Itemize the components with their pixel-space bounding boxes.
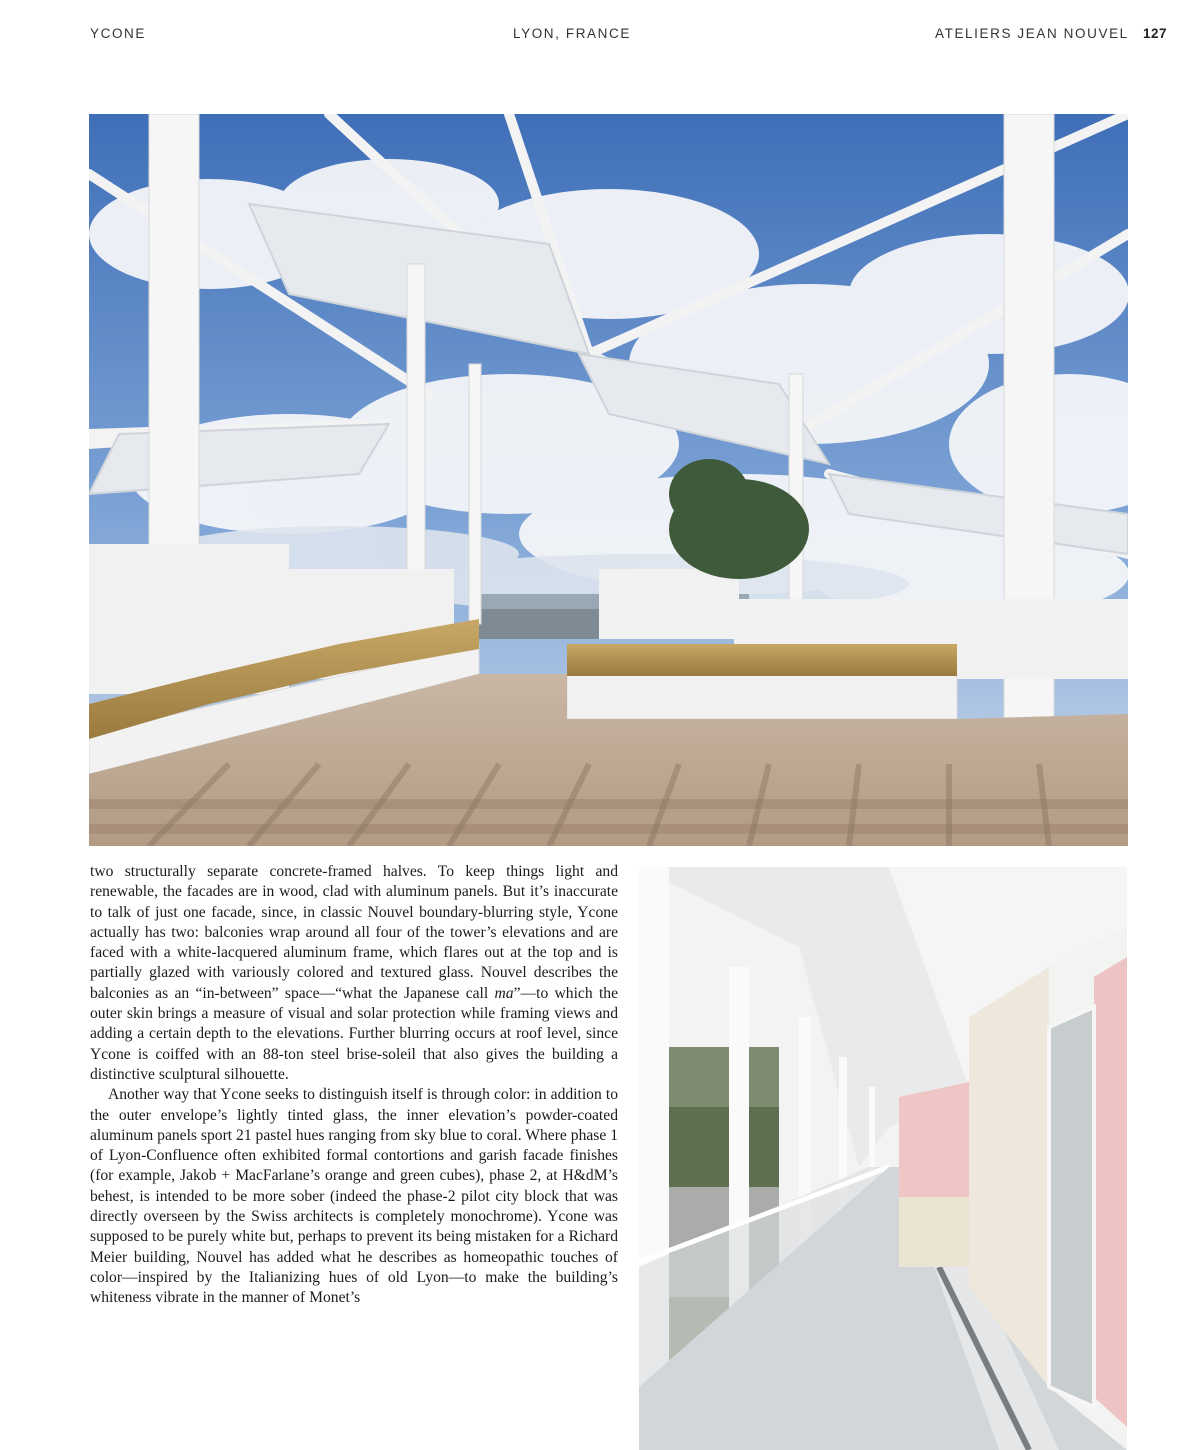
header-architect: ATELIERS JEAN NOUVEL <box>935 26 1129 41</box>
header-location: LYON, FRANCE <box>513 26 631 41</box>
article-body <box>90 862 618 1309</box>
balcony-corridor-photo <box>639 867 1127 1450</box>
paragraph: Another way that Ycone seeks to distinguish itself is through color: in addition to the outer envelope’s lightly tinted glass, the inner elevation’s powder-coated aluminum panels sport 21 pastel hues ranging from sky blue to coral. Where phase 1 of Lyon-Confluence often exhibited formal contortions and garish facade finishes (for example, Jakob + MacFarlane’s orange and green cubes), phase 2, at H&dM’s behest, is intended to be more sober (indeed the phase-2 pilot city block that was directly overseen by the Swiss architects is completely monochrome). Ycone was supposed to be purely white but, perhaps to prevent its being mistaken for a Richard Meier building, Nouvel has added what he describes as homeopathic touches of color—inspired by the Italianizing hues of old Lyon—to make the building’s whiteness vibrate in the manner of Monet’s <box>90 1086 618 1307</box>
page-number: 127 <box>1143 26 1168 41</box>
header-project-name: YCONE <box>90 26 147 41</box>
rooftop-terrace-photo <box>89 114 1128 846</box>
paragraph: two structurally separate concrete-framed halves. To keep things light and renewable, the facades are in wood, clad with aluminum panels. But it’s inaccurate to talk of just one facade, since, in classic Nouvel boundary-blurring style, Ycone actually has two: balconies wrap around all four of the tower’s elevations and are faced with a white-lacquered aluminum frame, which flares out at the top and is partially glazed with variously colored and textured glass. Nouvel describes the balconies as an “in-between” space—“what the Japanese call ma”—to which the outer skin brings a measure of visual and solar protection while framing views and adding a certain depth to the elevations. Further blurring occurs at roof level, since Ycone is coiffed with an 88-ton steel brise-soleil that also gives the building a distinctive sculptural silhouette. <box>90 863 618 1083</box>
